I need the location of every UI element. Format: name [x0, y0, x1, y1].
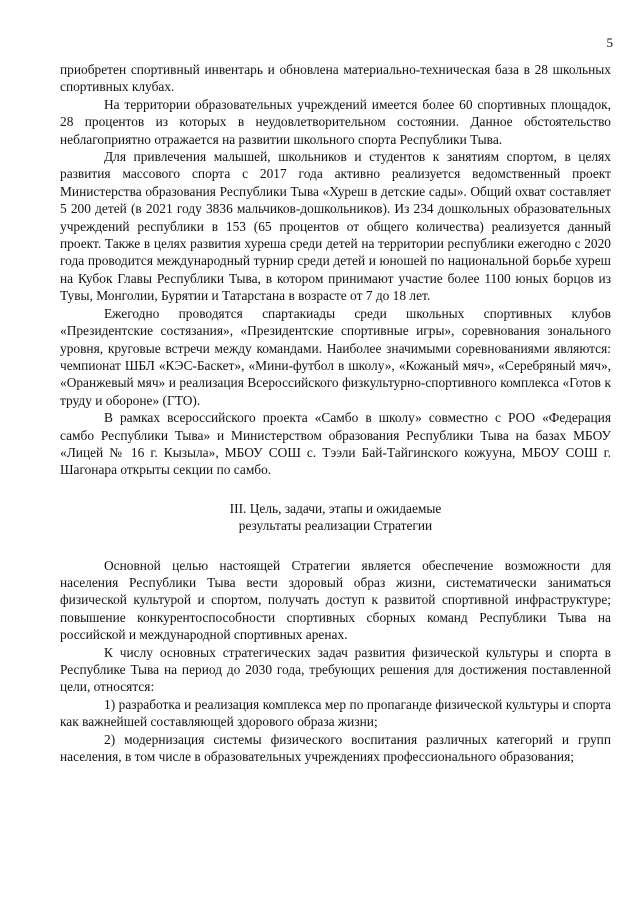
paragraph-continuation: приобретен спортивный инвентарь и обновлена материально-техническая база в 28 школьных спортивных клубах. [60, 62, 611, 95]
list-item-task-2: 2) модернизация системы физического воспитания различных категорий и групп населения, в том числе в образовательных учреждениях профессионального образования; [60, 731, 611, 765]
paragraph-main-goal: Основной целью настоящей Стратегии является обеспечение возможности для населения Республики Тыва вести здоровый образ жизни, систематически заниматься физической культурой и спортом, получать доступ к развитой спортивной инфраструктуре; повышение конкурентоспособности спортивных сборных команд Республики Тыва на российской и международной спортивных аренах. [60, 557, 611, 643]
section-heading [60, 500, 611, 535]
paragraph-spartakiads: Ежегодно проводятся спартакиады среди школьных спортивных клубов «Президентские состязания», «Президентские спортивные игры», соревнования зонального уровня, круговые встречи между командами. Наиболее значимыми соревнованиями являются: чемпионат ШБЛ «КЭС-Баскет», «Мини-футбол в школу», «Кожаный мяч», «Серебряный мяч», «Оранжевый мяч» и реализация Всероссийского физкультурно-спортивного комплекса «Готов к труду и обороне» (ГТО). [60, 305, 611, 408]
paragraph-sports-grounds: На территории образовательных учреждений имеется более 60 спортивных площадок, 28 процентов из которых в неудовлетворительном состоянии. Данное обстоятельство неблагоприятно отражается на развитии школьного спорта Республики Тыва. [60, 96, 611, 147]
paragraph-tasks-intro: К числу основных стратегических задач развития физической культуры и спорта в Республике Тыва на период до 2030 года, требующих решения для достижения поставленной цели, относятся: [60, 644, 611, 695]
paragraph-khuresh-project: Для привлечения малышей, школьников и студентов к занятиям спортом, в целях развития массового спорта с 2017 года активно реализуется ведомственный проект Министерства образования Республики Тыва «Хуреш в детские сады». Общий охват составляет 5 200 детей (в 2021 году 3836 мальчиков-дошкольников). Из 234 дошкольных образовательных учреждений республики в 153 (65 процентов от общего количества) реализуется данный проект. Также в целях развития хуреша среди детей на территории республики ежегодно с 2020 года проводится международный турнир среди детей и юношей по национальной борьбе хуреш на Кубок Главы Республики Тыва, в котором принимают участие более 1100 юных борцов из Тувы, Монголии, Бурятии и Татарстана в возрасте от 7 до 18 лет. [60, 149, 611, 304]
list-item-task-1: 1) разработка и реализация комплекса мер по пропаганде физической культуры и спорта как важнейшей составляющей здорового образа жизни; [60, 696, 611, 730]
document-body [60, 61, 611, 765]
section-heading-line-1: III. Цель, задачи, этапы и ожидаемые [229, 500, 442, 516]
page-number: 5 [606, 35, 613, 50]
paragraph-sambo-project: В рамках всероссийского проекта «Самбо в школу» совместно с РОО «Федерация самбо Республики Тыва» и Министерством образования Республики Тыва на базах МБОУ «Лицей № 16 г. Кызыла», МБОУ СОШ с. Тээли Бай-Тайгинского кожууна, МБОУ СОШ г. Шагонара открыты секции по самбо. [60, 410, 611, 478]
section-heading-line-2: результаты реализации Стратегии [238, 518, 433, 534]
